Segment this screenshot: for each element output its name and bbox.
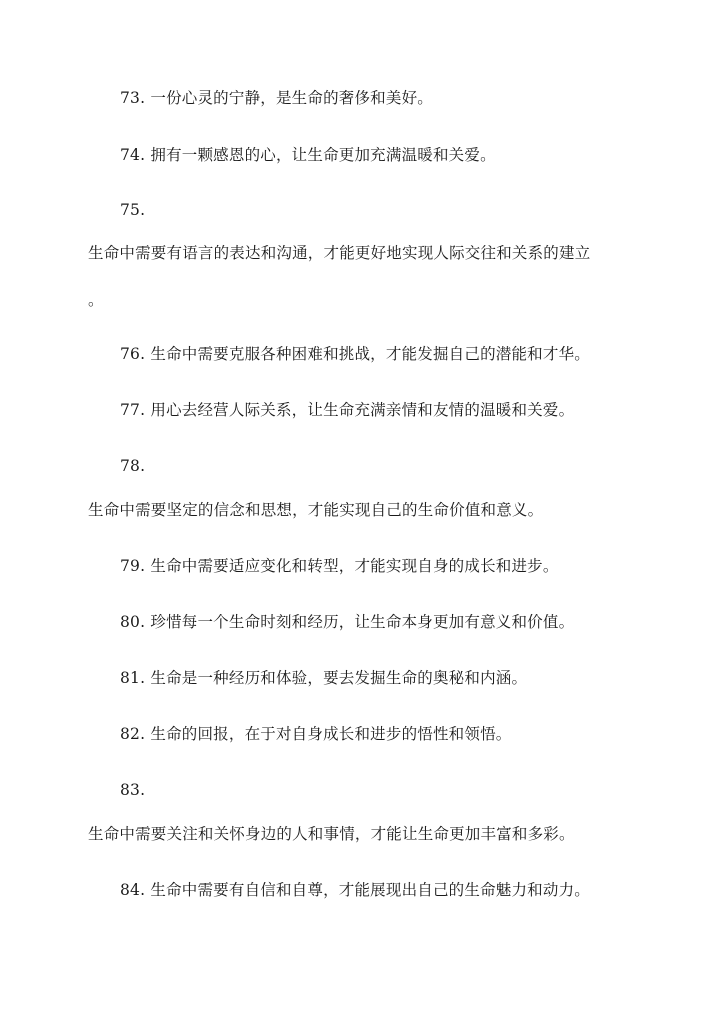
list-item-75-number: 75. bbox=[120, 201, 146, 219]
list-item-75-text: 生命中需要有语言的表达和沟通，才能更好地实现人际交往和关系的建立 bbox=[88, 244, 591, 262]
list-item-76: 76. 生命中需要克服各种困难和挑战，才能发掘自己的潜能和才华。 bbox=[120, 345, 590, 363]
list-item-83-text: 生命中需要关注和关怀身边的人和事情，才能让生命更加丰富和多彩。 bbox=[88, 825, 575, 843]
list-item-82: 82. 生命的回报，在于对自身成长和进步的悟性和领悟。 bbox=[120, 725, 512, 743]
list-item-74: 74. 拥有一颗感恩的心，让生命更加充满温暖和关爱。 bbox=[120, 146, 496, 164]
list-item-83-number: 83. bbox=[120, 781, 146, 799]
list-item-80: 80. 珍惜每一个生命时刻和经历，让生命本身更加有意义和价值。 bbox=[120, 613, 575, 631]
list-item-78-number: 78. bbox=[120, 457, 146, 475]
list-item-78-text: 生命中需要坚定的信念和思想，才能实现自己的生命价值和意义。 bbox=[88, 501, 544, 519]
list-item-79: 79. 生命中需要适应变化和转型，才能实现自身的成长和进步。 bbox=[120, 557, 559, 575]
list-item-75-text-continued: 。 bbox=[88, 291, 104, 309]
list-item-73: 73. 一份心灵的宁静，是生命的奢侈和美好。 bbox=[120, 89, 433, 107]
list-item-81: 81. 生命是一种经历和体验，要去发掘生命的奥秘和内涵。 bbox=[120, 669, 528, 687]
list-item-84: 84. 生命中需要有自信和自尊，才能展现出自己的生命魅力和动力。 bbox=[120, 881, 590, 899]
list-item-77: 77. 用心去经营人际关系，让生命充满亲情和友情的温暖和关爱。 bbox=[120, 401, 575, 419]
